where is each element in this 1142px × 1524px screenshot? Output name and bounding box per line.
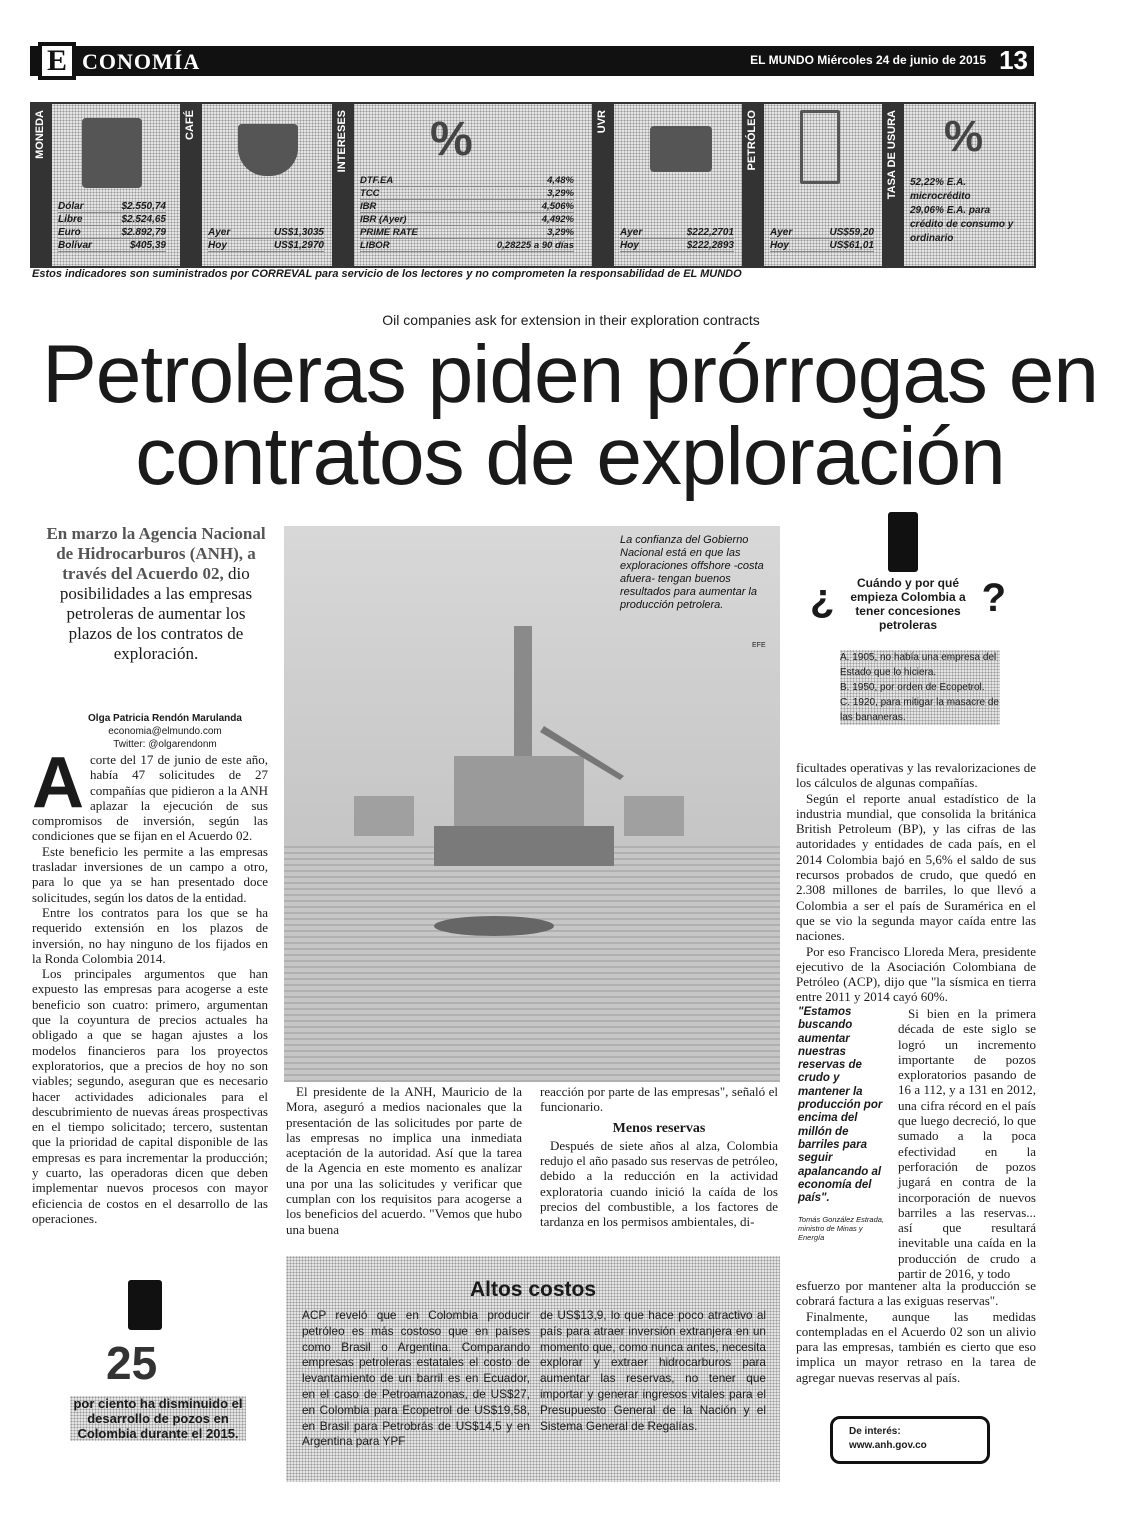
article-column-3 (540, 1084, 778, 1230)
indicator-value: $2.524,65 (121, 214, 166, 225)
indicators-panel (30, 102, 1036, 268)
indicator-value: US$1,3035 (273, 227, 324, 238)
quote-author: Tomás González Estrada, ministro de Minas y Energía (798, 1215, 885, 1243)
box-title: Altos costos (469, 1278, 597, 1301)
quote-text: "Estamos buscando aumentar nuestras reservas de crudo y mantener la producción por encima del millón de barriles para seguir apalancando al economía del país". (798, 1006, 883, 1205)
indicator-row (208, 226, 324, 239)
photo-credit: EFE (752, 642, 766, 649)
web-label: De interés: (849, 1426, 901, 1437)
indicator-key: Ayer (770, 227, 793, 238)
question-close-icon: ? (981, 576, 1006, 620)
indicator-key: LIBOR (360, 240, 390, 251)
indicator-value: 4,506% (541, 201, 574, 212)
headline: Petroleras piden prórrogas en contratos de exploración (42, 329, 1098, 502)
banknote-icon (82, 118, 142, 188)
indicators-footer: Estos indicadores son suministrados por CORREVAL para servicio de los lectores y no comprometen la responsabilidad de EL MUNDO (32, 268, 742, 280)
stat-number: 25 (106, 1337, 158, 1389)
indicator-row (770, 239, 874, 252)
quiz-title: Cuándo y por qué empieza Colombia a tener concesiones petroleras (850, 576, 966, 632)
indicator-key: Bolívar (58, 240, 92, 251)
indicator-row (208, 239, 324, 252)
indicator-label: UVR (596, 110, 608, 134)
indicator-label: PETRÓLEO (746, 110, 758, 171)
coffee-cup-icon (238, 124, 298, 176)
indicator-row (58, 200, 166, 213)
paragraph: Finalmente, aunque las medidas contempladas en el Acuerdo 02 son un alivio para las empresas, también es cierto que eso implica un mayor retraso en la tarea de agregar nuevas reservas al país. (796, 1308, 1036, 1385)
paragraph: Por eso Francisco Lloreda Mera, presidente ejecutivo de la Asociación Colombiana de Petróleo (ACP), dijo que "la sísmica en tierra entre 2011 y 2014 cayó 60%. (796, 943, 1036, 1005)
pull-quote (798, 1006, 890, 1242)
lead-paragraph (46, 524, 266, 664)
indicator-value: US$61,01 (829, 240, 874, 251)
quiz-answer: A. 1905, no había una empresa del Estado que lo hiciera. (840, 652, 997, 678)
indicator-row (620, 226, 734, 239)
indicator-value: $2.550,74 (121, 201, 166, 212)
indicator-intereses (334, 104, 594, 266)
author-name: Olga Patricia Rendón Marulanda (88, 713, 242, 724)
indicator-row (58, 239, 166, 252)
indicator-row (58, 213, 166, 226)
section-header (30, 44, 1034, 78)
indicator-value: US$59,20 (829, 227, 874, 238)
quiz-box (810, 512, 1006, 762)
question-open-icon: ¿ (810, 576, 835, 620)
author-twitter: Twitter: @olgarendonm (113, 739, 217, 750)
percent-icon: % (430, 113, 473, 166)
paper-date: EL MUNDO Miércoles 24 de junio de 2015 (750, 53, 986, 67)
altos-column-1: ACP reveló que en Colombia producir petróleo es más costoso que en países como Brasil o Argentina. Comparando empresas petroleras estatales el costo de levantamiento de un barril es en Ecuador, en el caso de Petroamazonas, de US$27, en Colombia para Ecopetrol de US$19,58, en Brasil para Petrobrás de US$14,5 y en Argentina para YPF (302, 1308, 530, 1449)
photo-caption: La confianza del Gobierno Nacional está en que las exploraciones offshore -costa afuera- tengan buenos resultados para aumentar la producción petrolera. (620, 534, 764, 611)
paragraph: Después de siete años al alza, Colombia redujo el año pasado sus reservas de petróleo, debido a la reducción en la actividad exploratoria cuando inició la caída de los precios del combustible, a los factores de tardanza en los permisos ambientales, di- (540, 1137, 778, 1230)
indicator-key: IBR (360, 201, 377, 212)
quiz-answers (840, 650, 1000, 725)
indicator-rows (208, 226, 324, 252)
paragraph: El presidente de la ANH, Mauricio de la Mora, aseguró a medios nacionales que la presentación de las solicitudes por parte de las empresas no implica una inmediata aceptación de la autoridad. Así que la tarea de la Agencia en este momento es analizar una por una las solicitudes y verificar que cumplan con los requisitos para acogerse a los beneficios del acuerdo. "Vemos que hubo una buena (286, 1084, 522, 1237)
indicator-row (360, 187, 574, 200)
stat-box (66, 1280, 246, 1490)
indicator-value: 3,29% (547, 188, 574, 199)
indicator-value: 0,28225 a 90 días (496, 240, 574, 251)
article-column-4c (796, 1278, 1036, 1385)
paragraph: Entre los contratos para los que se ha requerido extensión en los plazos de inversión, no hay ninguno de los fijados en la Ronda Colombia 2014. (32, 904, 268, 966)
indicator-key: TCC (360, 188, 380, 199)
indicator-rows (620, 226, 734, 252)
paragraph: corte del 17 de junio de este año, había 47 solicitudes de 27 compañías que pidieron a la ANH aplazar la ejecución de sus compromisos de inversión, según las condiciones que se fijan en el Acuerdo 02. (32, 752, 268, 844)
usura-line: 52,22% E.A. microcrédito (910, 177, 971, 202)
drop-cap: A (32, 743, 84, 823)
indicator-cafe (182, 104, 334, 266)
lead-rest: dio posibilidades a las empresas petroleras de aumentar los plazos de los contratos de exploración. (59, 564, 253, 663)
indicator-value: $2.892,79 (121, 227, 166, 238)
indicator-label: CAFÉ (184, 110, 196, 140)
indicator-key: Hoy (208, 240, 227, 251)
indicator-label: TASA DE USURA (886, 110, 898, 200)
indicator-value: $222,2893 (686, 240, 734, 251)
indicator-row (770, 226, 874, 239)
indicator-row (58, 226, 166, 239)
indicator-usura (884, 104, 1034, 266)
indicator-value: 4,48% (547, 175, 574, 186)
author-email: economia@elmundo.com (108, 726, 222, 737)
indicator-row (360, 174, 574, 187)
offshore-rig-photo (284, 526, 780, 1082)
binder-clip-icon (888, 512, 918, 572)
article-column-4 (796, 760, 1036, 1005)
subheading: Menos reservas (612, 1120, 706, 1136)
indicator-key: DTF.EA (360, 175, 394, 186)
altos-column-2: de US$13,9, lo que hace poco atractivo al país para atraer inversión extranjera en un momento que, como nunca antes, necesita explorar y extraer hidrocarburos para aumentar las reservas, no tener que importar y generar ingresos vitales para el Presupuesto General de la Nación y el Sistema General de Regalías. (540, 1308, 766, 1433)
indicator-usura-text (910, 176, 1026, 246)
quiz-answer: C. 1920, para mitigar la masacre de las bananeras. (840, 697, 999, 723)
stat-text: por ciento ha disminuido el desarrollo de pozos en Colombia durante el 2015. (70, 1396, 246, 1441)
paragraph: ficultades operativas y las revalorizaciones de los cálculos de algunas compañías. (796, 760, 1036, 791)
indicator-row (360, 239, 574, 252)
indicator-moneda (32, 104, 182, 266)
house-icon (650, 126, 712, 172)
english-title: Oil companies ask for extension in their exploration contracts (382, 312, 760, 328)
article-column-2 (286, 1084, 522, 1237)
paragraph: Si bien en la primera década de este siglo se logró un incremento importante de pozos exploratorios pasando de 16 a 112, y a 131 en 2012, una cifra récord en el país que luego decreció, lo que sumado a la poca efectividad en la perforación de pozos jugará en contra de la incorporación de nuevos barriles a las reservas... así que resultará inevitable una caída en la producción de crudo a partir de 2016, y todo (898, 1006, 1036, 1282)
indicator-row (360, 200, 574, 213)
oil-derrick-icon (800, 110, 840, 184)
indicator-value: 3,29% (547, 227, 574, 238)
indicator-key: Hoy (770, 240, 789, 251)
indicator-row (620, 239, 734, 252)
indicator-key: Euro (58, 227, 81, 238)
binder-clip-icon (128, 1280, 162, 1330)
article-column-4b (898, 1006, 1036, 1281)
section-title: CONOMÍA (82, 49, 201, 74)
indicator-key: Libre (58, 214, 83, 225)
indicator-value: $222,2701 (686, 227, 734, 238)
indicator-value: $405,39 (129, 240, 166, 251)
indicator-key: IBR (Ayer) (360, 214, 407, 225)
byline (60, 712, 270, 751)
indicator-rows (360, 174, 574, 252)
paragraph: Este beneficio les permite a las empresas trasladar inversiones de un campo a otro, para lo que ya se han presentado doce solicitudes, según los datos de la entidad. (32, 843, 268, 905)
web-reference (830, 1416, 990, 1464)
indicator-label: INTERESES (336, 110, 348, 173)
indicator-row (360, 226, 574, 239)
paragraph: Los principales argumentos que han expuesto las empresas para acogerse a este beneficio son cuatro: primero, argumentan que la coyuntura de precios actuales ha obligado a que se hagan ajustes a los modelos financieros para los proyectos exploratorios, que a precios de hoy no son viables; segundo, aseguran que es necesario hacer actividades adicionales para el descubrimiento de nuevas áreas prospectivas en el tiempo solicitado; tercero, sustentan que la prioridad de capital disponible de las empresas es para incrementar la producción; y cuarto, las operadoras dicen que deben implementar nuevos procesos con mayor eficiencia de costos en el desarrollo de las operaciones. (32, 966, 268, 1226)
indicator-row (360, 213, 574, 226)
indicator-rows (58, 200, 166, 252)
usury-percent-icon: % (944, 112, 984, 161)
web-url[interactable]: www.anh.gov.co (849, 1440, 927, 1451)
indicator-rows (770, 226, 874, 252)
indicator-key: PRIME RATE (360, 227, 418, 238)
indicator-value: US$1,2970 (273, 240, 324, 251)
page-number: 13 (999, 45, 1028, 75)
quiz-answer: B. 1950, por orden de Ecopetrol. (840, 682, 985, 693)
indicator-uvr (594, 104, 744, 266)
indicator-key: Ayer (208, 227, 231, 238)
indicator-value: 4,492% (541, 214, 574, 225)
paragraph: reacción por parte de las empresas", señaló el funcionario. (540, 1084, 778, 1115)
indicator-key: Ayer (620, 227, 643, 238)
indicator-label: MONEDA (34, 110, 46, 159)
indicator-petroleo (744, 104, 884, 266)
lead-bold: En marzo la Agencia Nacional de Hidrocarburos (ANH), a través del Acuerdo 02, (46, 524, 266, 583)
usura-line: 29,06% E.A. para crédito de consumo y ordinario (910, 205, 1014, 244)
indicator-key: Hoy (620, 240, 639, 251)
section-logo: E (38, 42, 76, 80)
indicator-key: Dólar (58, 201, 84, 212)
paragraph: esfuerzo por mantener alta la producción se cobrará factura a las exiguas reservas". (796, 1278, 1036, 1309)
paragraph: Según el reporte anual estadístico de la industria mundial, que consolida la británica British Petroleum (BP), y las cifras de las autoridades y entidades de cada país, en el 2014 Colombia bajó en 5,6% el saldo de sus recursos probados de crudo, que quedó en 2.308 millones de barriles, lo que llevó a Colombia a ser el país de Suramérica en el que se vio la segunda mayor caída entre las naciones. (796, 790, 1036, 944)
